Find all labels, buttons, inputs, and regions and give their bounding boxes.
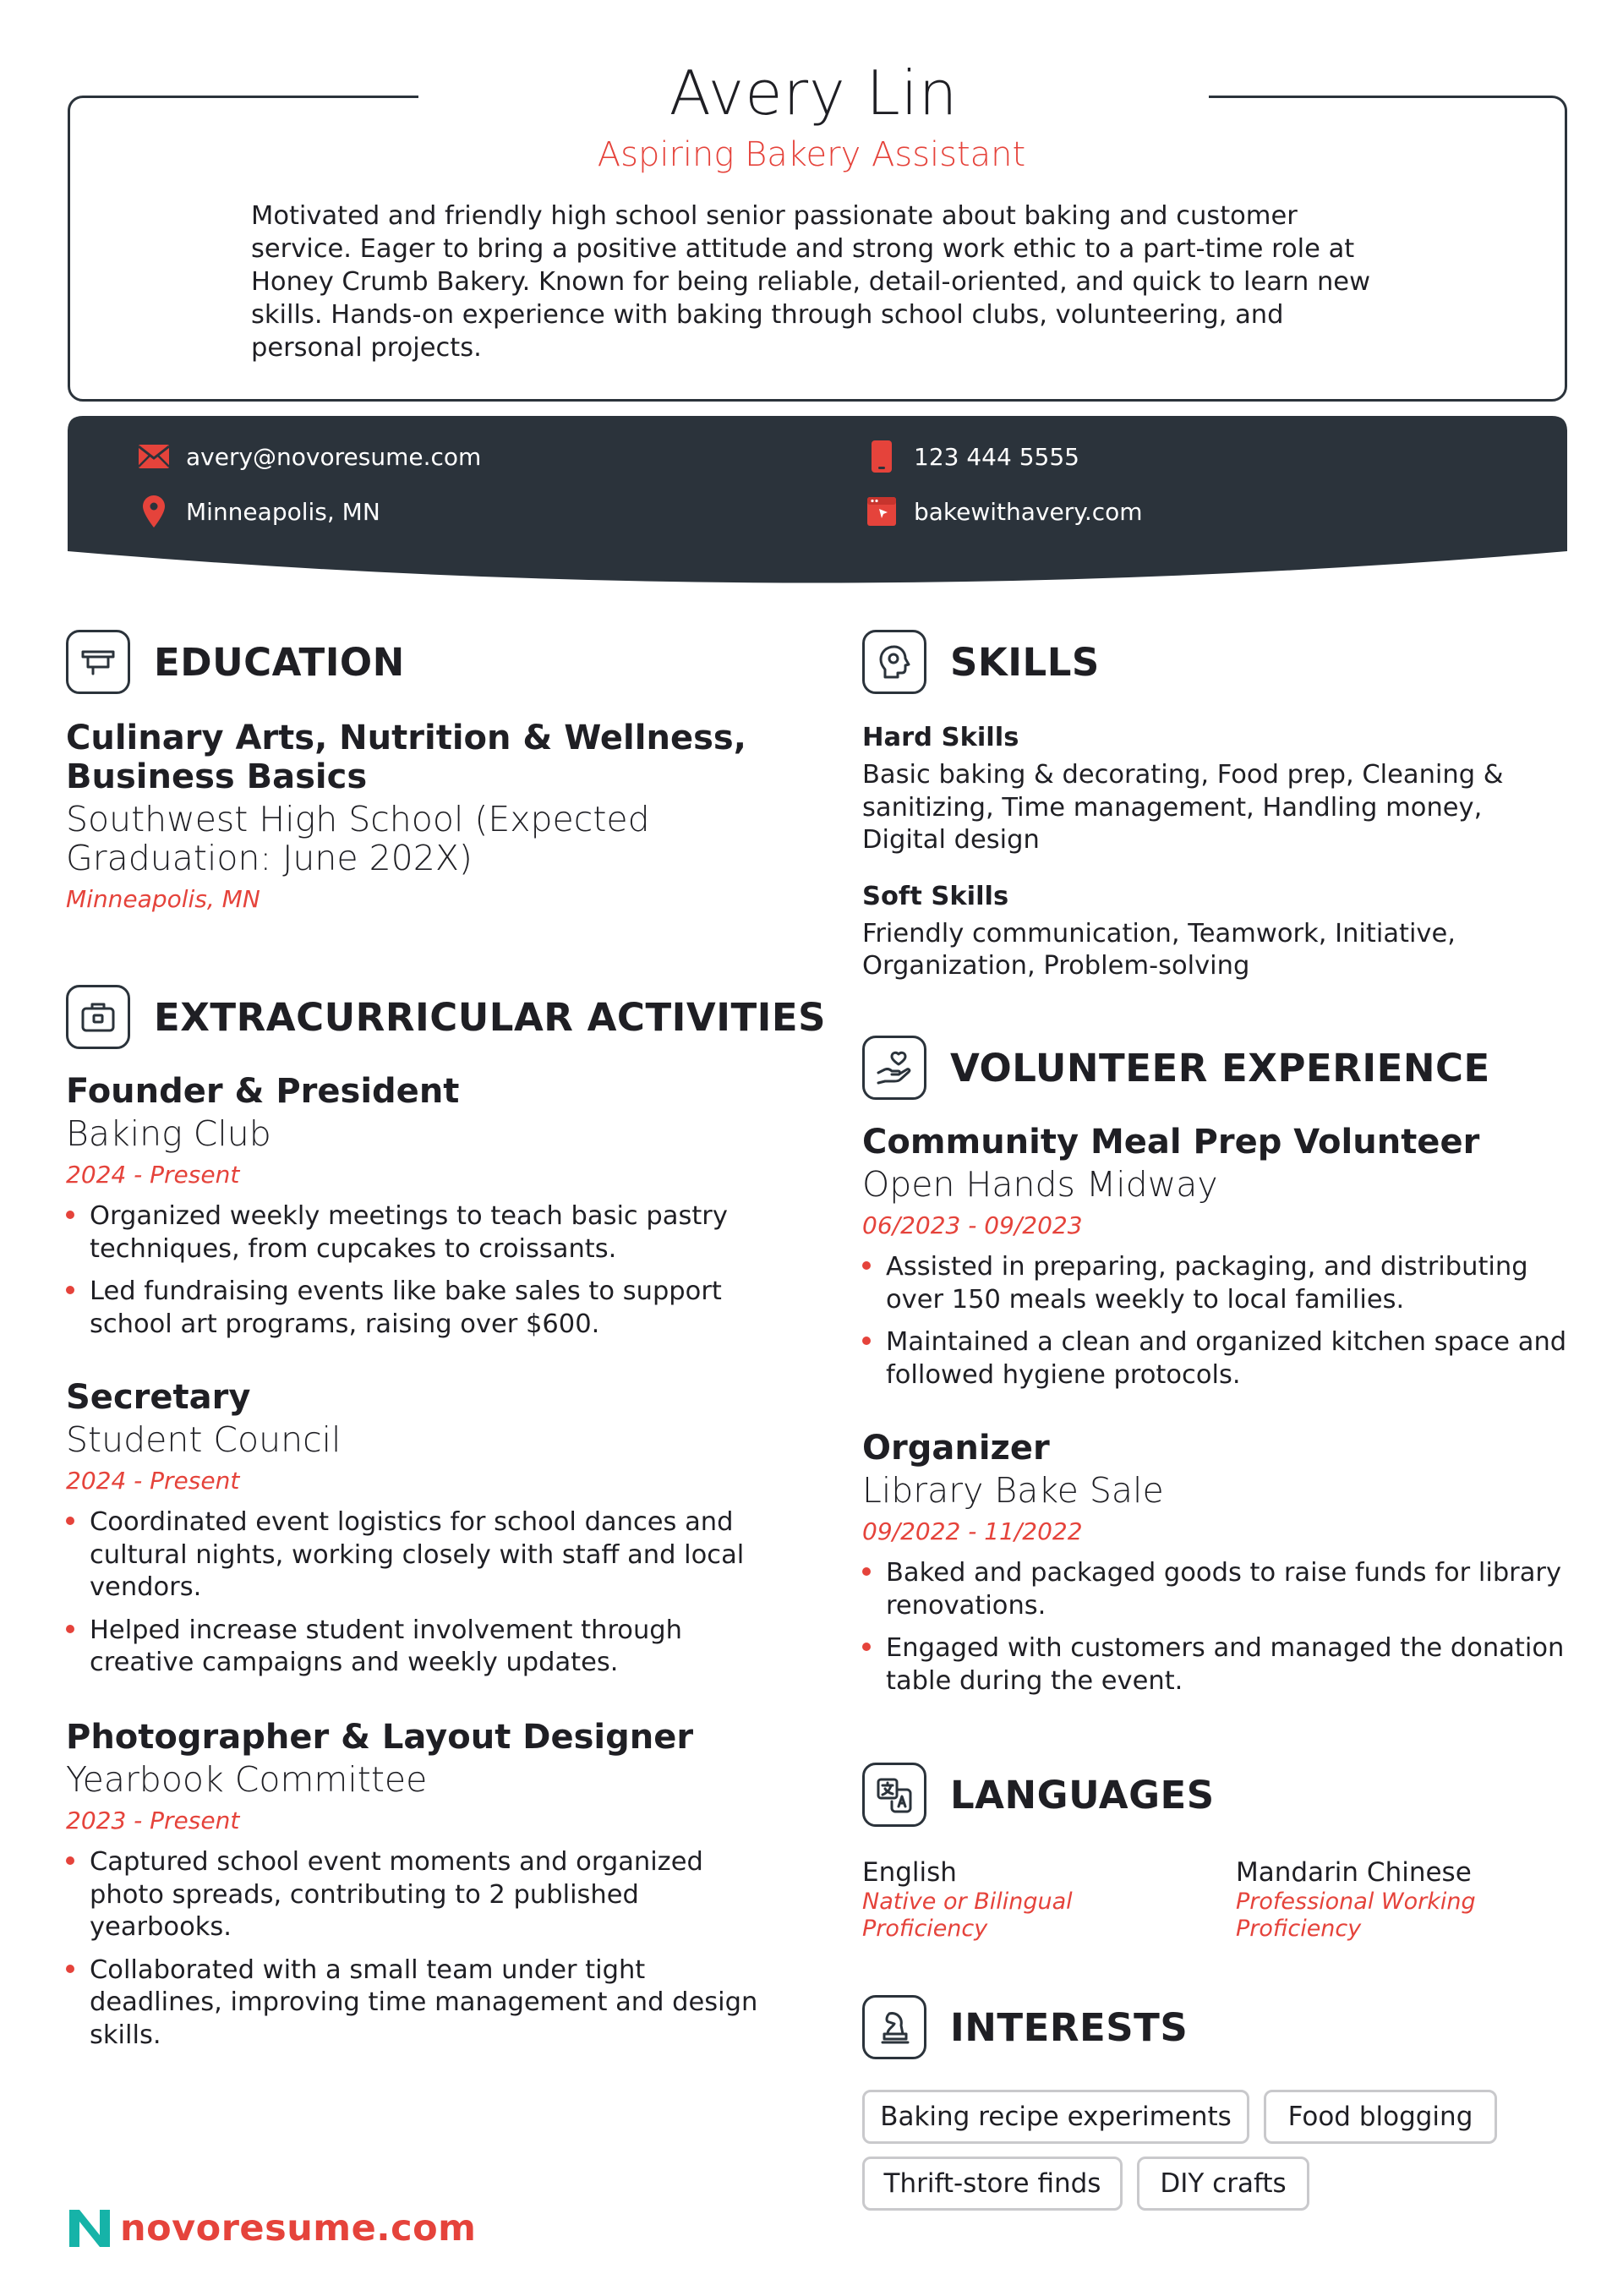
volunteer-entry — [862, 1123, 1572, 1402]
activity-role: Secretary — [66, 1378, 251, 1417]
volunteer-bullet: Baked and packaged goods to raise funds for library renovations. — [862, 1557, 1572, 1622]
language-name: English — [862, 1857, 957, 1888]
phone-text: 123 444 5555 — [914, 442, 1079, 471]
volunteer-dates: 06/2023 - 09/2023 — [862, 1211, 1083, 1239]
activity-bullet: Led fundraising events like bake sales to support school art programs, raising over $600. — [66, 1276, 759, 1341]
education-location: Minneapolis, MN — [66, 885, 260, 913]
email-icon — [139, 441, 169, 472]
website-text: bakewithavery.com — [914, 497, 1143, 526]
contact-website[interactable] — [866, 496, 1143, 527]
translate-icon — [862, 1763, 926, 1827]
volunteer-section-header — [862, 1036, 1490, 1100]
volunteer-entry — [862, 1429, 1572, 1708]
activities-section-header — [66, 985, 826, 1049]
interests-section-header — [862, 1995, 1188, 2059]
activity-role: Photographer & Layout Designer — [66, 1718, 694, 1757]
website-icon — [866, 496, 897, 527]
chess-piece-icon — [862, 1995, 926, 2059]
volunteer-org: Library Bake Sale — [862, 1470, 1164, 1511]
language-item — [1236, 1856, 1591, 1943]
activity-org: Baking Club — [66, 1113, 271, 1154]
novoresume-logo-mark — [66, 2206, 113, 2250]
phone-icon — [866, 441, 897, 472]
volunteer-bullet: Assisted in preparing, packaging, and distributing over 150 meals weekly to local families. — [862, 1251, 1572, 1316]
hard-skills: Basic baking & decorating, Food prep, Cleaning & sanitizing, Time management, Handling money, Digital design — [862, 760, 1504, 855]
activity-entry — [66, 1378, 759, 1690]
activity-bullet: Organized weekly meetings to teach basic pastry techniques, from cupcakes to croissants. — [66, 1200, 759, 1266]
novoresume-logo[interactable] — [66, 2206, 476, 2250]
language-level: Professional Working Proficiency — [1236, 1889, 1476, 1942]
email-text: avery@novoresume.com — [186, 442, 482, 471]
language-item — [862, 1856, 1217, 1943]
activity-bullet: Collaborated with a small team under tight deadlines, improving time management and design skills. — [66, 1954, 759, 2053]
contact-phone[interactable] — [866, 441, 1079, 472]
soft-skills-label: Soft Skills — [862, 881, 1009, 911]
job-title: Aspiring Bakery Assistant — [597, 135, 1026, 174]
brand-text: novoresume.com — [120, 2207, 477, 2250]
graduation-cap-icon — [66, 630, 130, 694]
volunteer-dates: 09/2022 - 11/2022 — [862, 1517, 1083, 1545]
volunteer-heading: VOLUNTEER EXPERIENCE — [950, 1045, 1490, 1091]
volunteer-bullet: Engaged with customers and managed the donation table during the event. — [862, 1632, 1572, 1697]
activity-role: Founder & President — [66, 1072, 460, 1111]
activity-org: Student Council — [66, 1419, 342, 1460]
education-entry — [66, 719, 793, 916]
activity-bullet: Captured school event moments and organized photo spreads, contributing to 2 published yearbooks. — [66, 1846, 759, 1944]
volunteer-role: Organizer — [862, 1429, 1050, 1468]
language-name: Mandarin Chinese — [1236, 1857, 1472, 1888]
contact-location — [139, 496, 380, 527]
skills-head-icon — [862, 630, 926, 694]
volunteer-bullet: Maintained a clean and organized kitchen space and followed hygiene protocols. — [862, 1326, 1572, 1391]
briefcase-icon — [66, 985, 130, 1049]
activity-bullet: Coordinated event logistics for school dances and cultural nights, working closely with staff and local vendors. — [66, 1506, 759, 1604]
summary: Motivated and friendly high school senior passionate about baking and customer service. Eager to bring a positive attitude and strong work ethic to a part-time role at Honey Crumb Bakery. Known for being reliable, detail-oriented, and quick to learn new skills. Hands-on experience with baking through school clubs, volunteering, and personal projects. — [251, 201, 1371, 363]
degree: Culinary Arts, Nutrition & Wellness, Business Basics — [66, 719, 746, 796]
location-pin-icon — [139, 496, 169, 527]
contact-bar — [68, 416, 1567, 590]
activity-org: Yearbook Committee — [66, 1759, 428, 1800]
interest-chip: Thrift-store finds — [862, 2157, 1123, 2211]
helping-hand-icon — [862, 1036, 926, 1100]
interests-heading: INTERESTS — [950, 2004, 1189, 2050]
interest-chip: Baking recipe experiments — [862, 2090, 1249, 2144]
education-section-header — [66, 630, 405, 694]
location-text: Minneapolis, MN — [186, 497, 380, 526]
language-level: Native or Bilingual Proficiency — [862, 1889, 1073, 1942]
activity-entry — [66, 1718, 759, 2062]
interest-chip: DIY crafts — [1137, 2157, 1309, 2211]
skills-section-header — [862, 630, 1100, 694]
skills-list — [862, 722, 1572, 995]
activity-bullet: Helped increase student involvement through creative campaigns and weekly updates. — [66, 1615, 759, 1680]
education-heading: EDUCATION — [154, 639, 405, 685]
candidate-name: Avery Lin — [669, 57, 959, 128]
soft-skills: Friendly communication, Teamwork, Initiative, Organization, Problem-solving — [862, 918, 1456, 981]
activity-entry — [66, 1072, 759, 1351]
skills-heading: SKILLS — [950, 639, 1100, 685]
volunteer-role: Community Meal Prep Volunteer — [862, 1123, 1480, 1162]
activity-dates: 2024 - Present — [66, 1467, 240, 1495]
languages-heading: LANGUAGES — [950, 1772, 1215, 1818]
activity-dates: 2024 - Present — [66, 1161, 240, 1189]
contact-email[interactable] — [139, 441, 481, 472]
languages-section-header — [862, 1763, 1215, 1827]
hard-skills-label: Hard Skills — [862, 723, 1019, 752]
volunteer-org: Open Hands Midway — [862, 1164, 1218, 1205]
school: Southwest High School (Expected Graduation: June 202X) — [66, 799, 650, 878]
interest-chip: Food blogging — [1264, 2090, 1497, 2144]
activities-heading: EXTRACURRICULAR ACTIVITIES — [154, 994, 827, 1040]
activity-dates: 2023 - Present — [66, 1807, 240, 1834]
